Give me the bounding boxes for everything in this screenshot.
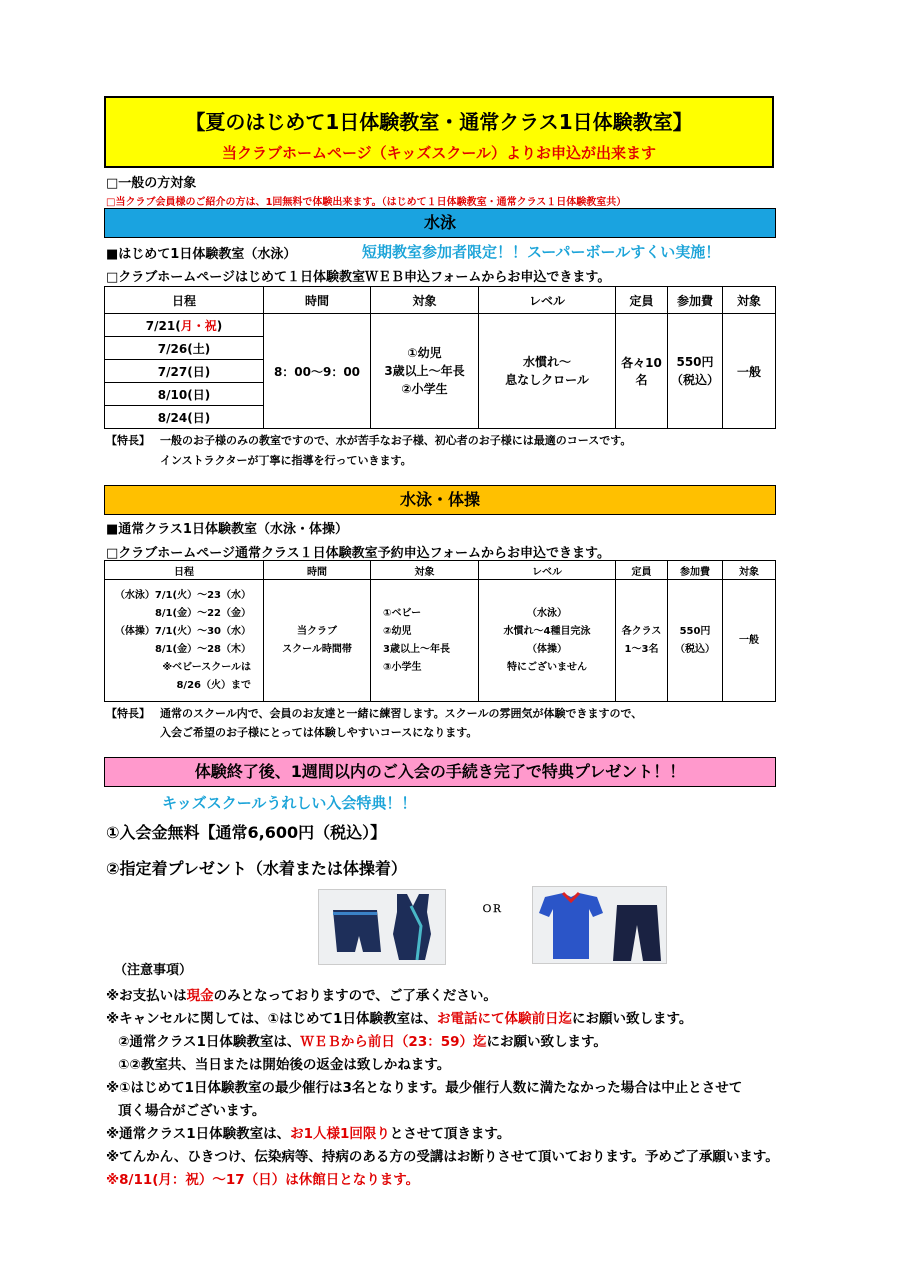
col-header: 対象	[723, 287, 776, 314]
table-header-row	[105, 561, 776, 580]
col-header: 対象	[723, 561, 776, 580]
date-cell: 7/27(日)	[105, 360, 264, 383]
caution-title: （注意事項）	[114, 963, 193, 978]
table-row	[105, 580, 776, 702]
level-cell: 水慣れ～ 息なしクロール	[479, 314, 616, 429]
table-row	[105, 314, 776, 337]
col-header: 定員	[616, 561, 668, 580]
gym-feature-1: 通常のスクール内で、会員のお友達と一緒に練習します。スクールの雰囲気が体験できますので、	[160, 707, 643, 720]
gymwear-photo	[532, 886, 667, 964]
swim-heading: ■はじめて1日体験教室（水泳）	[106, 247, 297, 262]
audience-cell: 一般	[723, 314, 776, 429]
benefit-band: 体験終了後、1週間以内のご入会の手続き完了で特典プレゼント！！	[104, 757, 776, 787]
or-label: ＯＲ	[482, 904, 502, 915]
col-header: 日程	[105, 287, 264, 314]
referral-note: □当クラブ会員様のご紹介の方は、1回無料で体験出来ます。（はじめて１日体験教室・通常クラス１日体験教室共）	[106, 197, 627, 208]
swim-table	[104, 286, 776, 429]
col-header: 参加費	[668, 561, 723, 580]
caution-7: ※通常クラス1日体験教室は、お1人様1回限りとさせて頂きます。	[106, 1126, 511, 1142]
title-box	[104, 96, 774, 168]
fee-cell: 550円 （税込）	[668, 314, 723, 429]
col-header: 定員	[616, 287, 668, 314]
gym-band: 水泳・体操	[104, 485, 776, 515]
swim-promo: 短期教室参加者限定！！スーパーボールすくい実施！	[362, 243, 721, 261]
swim-feature-label: 【特長】	[106, 434, 150, 447]
time-cell: 当クラブ スクール時間帯	[264, 580, 371, 702]
caution-5: ※①はじめて1日体験教室の最少催行は3名となります。最少催行人数に満たなかった場合は中止とさせて	[106, 1080, 743, 1096]
col-header: 時間	[264, 561, 371, 580]
col-header: 時間	[264, 287, 371, 314]
col-header: レベル	[479, 561, 616, 580]
general-target: □一般の方対象	[106, 176, 197, 191]
date-cell: 7/26(土)	[105, 337, 264, 360]
gymwear-icon	[533, 887, 667, 964]
date-cell: 7/21(月・祝)	[105, 314, 264, 337]
kids-benefit-heading: キッズスクールうれしい入会特典！！	[162, 794, 417, 812]
date-cell: 8/10(日)	[105, 383, 264, 406]
level-cell: （水泳） 水慣れ～4種目完泳 （体操） 特にございません	[479, 580, 616, 702]
target-cell: ①ベビー ②幼児 3歳以上～年長 ③小学生	[371, 580, 479, 702]
col-header: レベル	[479, 287, 616, 314]
caution-6: 頂く場合がございます。	[118, 1103, 266, 1119]
col-header: 対象	[371, 287, 479, 314]
col-header: 日程	[105, 561, 264, 580]
swim-band: 水泳	[104, 208, 776, 238]
gym-feature-2: 入会ご希望のお子様にとっては体験しやすいコースになります。	[160, 726, 478, 739]
table-header-row	[105, 287, 776, 314]
caution-2: ※キャンセルに関しては、①はじめて1日体験教室は、お電話にて体験前日迄にお願い致します。	[106, 1011, 693, 1027]
target-cell: ①幼児 3歳以上～年長 ②小学生	[371, 314, 479, 429]
date-cell: （水泳）7/1(火）～23（水） 8/1(金）～22（金） （体操）7/1(火）～30（水） 8/1(金）～28（木） ※ベビースクールは 8/26（火）まで	[105, 580, 264, 702]
gym-feature-label: 【特長】	[106, 707, 150, 720]
date-cell: 8/24(日)	[105, 406, 264, 429]
col-header: 参加費	[668, 287, 723, 314]
page-title: 【夏のはじめて1日体験教室・通常クラス1日体験教室】	[185, 110, 693, 134]
caution-9: ※8/11(月：祝）～17（日）は休館日となります。	[106, 1172, 420, 1188]
col-header: 対象	[371, 561, 479, 580]
page-subtitle: 当クラブホームページ（キッズスクール）よりお申込が出来ます	[221, 144, 657, 162]
fee-cell: 550円 （税込）	[668, 580, 723, 702]
gym-apply: □クラブホームページ通常クラス１日体験教室予約申込フォームからお申込できます。	[106, 546, 610, 561]
benefit-item-1: ①入会金無料【通常6,600円（税込）】	[106, 823, 387, 842]
caution-4: ①②教室共、当日または開始後の返金は致しかねます。	[118, 1057, 451, 1073]
gym-heading: ■通常クラス1日体験教室（水泳・体操）	[106, 522, 348, 537]
capacity-cell: 各々10名	[616, 314, 668, 429]
swimsuit-icon	[319, 890, 446, 965]
swimsuit-photo	[318, 889, 446, 965]
gym-table	[104, 560, 776, 702]
time-cell: 8：00～9：00	[264, 314, 371, 429]
caution-8: ※てんかん、ひきつけ、伝染病等、持病のある方の受講はお断りさせて頂いております。予めご了承願います。	[106, 1149, 779, 1165]
swim-apply: □クラブホームページはじめて１日体験教室ＷＥＢ申込フォームからお申込できます。	[106, 270, 611, 285]
audience-cell: 一般	[723, 580, 776, 702]
swim-feature-2: インストラクターが丁寧に指導を行っていきます。	[160, 454, 412, 467]
swim-feature-1: 一般のお子様のみの教室ですので、水が苦手なお子様、初心者のお子様には最適のコースです。	[160, 434, 632, 447]
caution-3: ②通常クラス1日体験教室は、ＷＥＢから前日（23：59）迄にお願い致します。	[118, 1034, 607, 1050]
capacity-cell: 各クラス 1～3名	[616, 580, 668, 702]
caution-1: ※お支払いは現金のみとなっておりますので、ご了承ください。	[106, 988, 497, 1004]
benefit-item-2: ②指定着プレゼント（水着または体操着）	[106, 859, 407, 878]
